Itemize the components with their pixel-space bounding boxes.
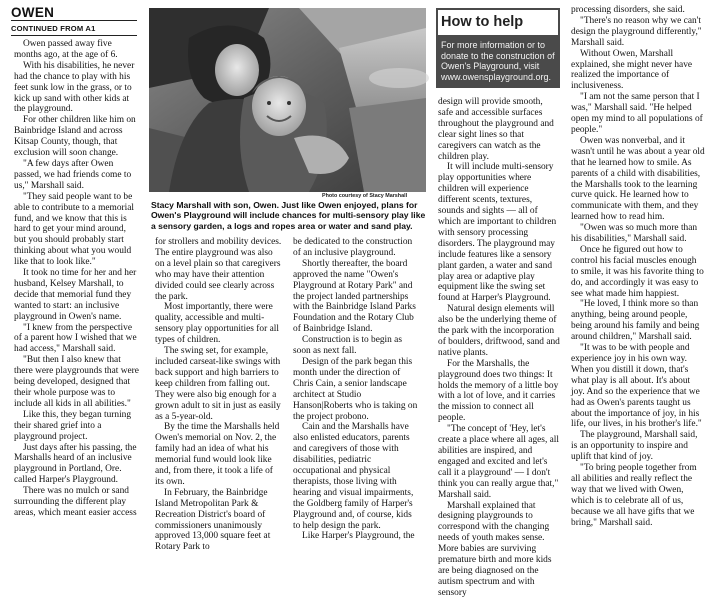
header-rule <box>11 20 137 21</box>
paragraph: For other children like him on Bainbridge Island and across Kitsap County, though, that exclusion will soon change. <box>14 115 136 159</box>
paragraph: Natural design elements will also be the underlying theme of the park with the incorporation of boulders, driftwood, sand and native plants. <box>438 304 560 358</box>
paragraph: "There's no reason why we can't design the playground differently," Marshall said. <box>571 15 702 48</box>
paragraph: Owen was nonverbal, and it wasn't until he was about a year old that he learned how to smile. As parents of a child with disabilities, the Marshalls took to the learning curve quick. He learned how to communicate with them, and they learned how to read him. <box>571 135 705 223</box>
paragraph: In February, the Bainbridge Island Metropolitan Park & Recreation District's board of commissioners unanimously approved 13,000 square feet at Rotary Park to <box>155 487 271 553</box>
paragraph: "He loved, I think more so than anything, being around people, being around his family and being around children," Marshall said. <box>571 299 700 343</box>
paragraph: Design of the park began this month under the direction of Chris Cain, a senior landscape architect at Studio Hanson|Roberts who is taking on the project probono. <box>293 356 418 422</box>
paragraph: It will include multi-sensory play opportunities where children will experience different scents, textures, sounds and sights — all of which are important to children with sensory processing disorders. The playground may include features like a sensory plant garden, a water and sand play area or adaptive play equipment like the swing set found at Harper's Playground. <box>438 162 557 304</box>
paragraph: for strollers and mobility devices. The entire playground was also on a level plain so that caregivers who may have their attention divided could see clearly across the park. <box>155 237 282 302</box>
paragraph: The swing set, for example, included carseat-like swings with back support and high barriers to keep children from falling out. They were also big enough for a grown adult to sit in just as easily as a 5-year-old. <box>155 346 281 422</box>
article-column-4 <box>438 97 560 599</box>
paragraph: Once he figured out how to control his facial muscles enough to smile, it was his favorite thing to do, and accordingly it was easy to see what made him happiest. <box>571 244 704 299</box>
article-column-5 <box>571 5 706 529</box>
paragraph: design will provide smooth, safe and accessible surfaces throughout the playground and clear sight lines so that caregivers can watch as the children play. <box>438 97 554 162</box>
paragraph: "It was to be with people and experience joy in his own way. When you distill it down, that's what play is all about. It's about joy. And so the experience that we had as Owen's parents taught us about the importance of joy, in his life, our lives, in his brother's life." <box>571 343 702 430</box>
paragraph: Cain and the Marshalls have also enlisted educators, parents and caregivers of those with disabilities, pediatric occupational and physical therapists, those living with hearing and visual impairments, the Goldberg family of Harper's Playground and, of course, kids to help design the park. <box>293 422 414 531</box>
photo-credit: Photo courtesy of Stacy Marshall <box>322 193 408 199</box>
paragraph: Owen passed away five months ago, at the age of 6. <box>14 39 118 60</box>
continued-kicker: CONTINUED FROM A1 <box>11 24 137 36</box>
paragraph: Like this, they began turning their shared grief into a playground project. <box>14 409 132 442</box>
paragraph: There was no mulch or sand surrounding the different play areas, which meant easier access <box>14 486 137 518</box>
paragraph: It took no time for her and her husband, Kelsey Marshall, to decide that memorial fund they wanted to start: an inclusive playground in Owen's name. <box>14 268 137 322</box>
how-to-help-title: How to help <box>438 10 558 35</box>
paragraph: Like Harper's Playground, the <box>302 531 415 542</box>
paragraph: By the time the Marshalls held Owen's memorial on Nov. 2, the family had an idea of what his memorial fund would look like and, from there, it took a life of its own. <box>155 422 280 487</box>
photo-mother-and-son <box>149 8 426 192</box>
paragraph: Construction is to begin as soon as next fall. <box>293 335 402 357</box>
paragraph: "Owen was so much more than his disabilities," Marshall said. <box>571 223 698 245</box>
photo-caption: Stacy Marshall with son, Owen. Just like Owen enjoyed, plans for Owen's Playground will include chances for multi-sensory play like a sensory garden, a logs and ropes area or water and sand play. <box>151 200 426 231</box>
story-slug: OWEN <box>11 5 55 20</box>
paragraph: "I knew from the perspective of a parent how I wished that we had access," Marshall said. <box>14 322 137 355</box>
how-to-help-body: For more information or to donate to the construction of Owen's Playground, visit www.owensplayground.org. <box>441 40 555 82</box>
paragraph: "But then I also knew that there were playgrounds that were being developed, designed that their whole purpose was to include all kids in all abilities." <box>14 355 139 409</box>
paragraph: Marshall explained that designing playgrounds to correspond with the changing needs of youth makes sense. More babies are surviving premature birth and more kids are being diagnosed on the autism spectrum and with sensory <box>438 500 552 598</box>
how-to-help-box <box>436 8 560 88</box>
paragraph: "The concept of 'Hey, let's create a place where all ages, all abilities are inspired, and engaged and excited and let's call it a playground' — I don't think you can really argue that," Marshall said. <box>438 424 560 500</box>
paragraph: "A few days after Owen passed, we had friends come to us," Marshall said. <box>14 158 132 191</box>
article-column-1 <box>14 39 139 519</box>
paragraph: "I am not the same person that I was," Marshall said. "He helped open my mind to all populations of people." <box>571 92 703 135</box>
paragraph: For the Marshalls, the playground does two things: It holds the memory of a little boy with a lot of love, and it carries the mission to connect all people. <box>438 358 559 424</box>
paragraph: The playground, Marshall said, is an opportunity to inspire and uplift that kind of joy. <box>571 430 698 463</box>
article-column-3 <box>293 237 421 542</box>
paragraph: processing disorders, she said. <box>571 5 685 15</box>
article-column-2 <box>155 237 284 553</box>
paragraph: With his disabilities, he never had the chance to play with his feet sunk low in the grass, or to kick up sand with other kids at the playground. <box>14 60 135 115</box>
paragraph: be dedicated to the construction of an inclusive playground. <box>293 237 413 258</box>
paragraph: "They said people want to be able to contribute to a memorial fund, and we know that this is hard to get your mind around, but you should probably start thinking about what you would like that to look like." <box>14 191 135 268</box>
paragraph: Just days after his passing, the Marshalls heard of an inclusive playground in Portland, Ore. called Harper's Playground. <box>14 442 137 486</box>
photo-image <box>149 8 426 192</box>
paragraph: Most importantly, there were quality, accessible and multi-sensory play opportunities for all types of children. <box>155 302 279 346</box>
paragraph: Without Owen, Marshall explained, she might never have realized the importance of inclusiveness. <box>571 48 693 92</box>
paragraph: "To bring people together from all abilities and really reflect the way that we lived with Owen, which is to celebrate all of us, because we all have gifts that we bring," Marshall said. <box>571 463 697 528</box>
paragraph: Shortly thereafter, the board approved the name "Owen's Playground at Rotary Park" and the project landed partnerships with the Bainbridge Island Parks Foundation and the Rotary Club of Bainbridge Island. <box>293 258 416 335</box>
